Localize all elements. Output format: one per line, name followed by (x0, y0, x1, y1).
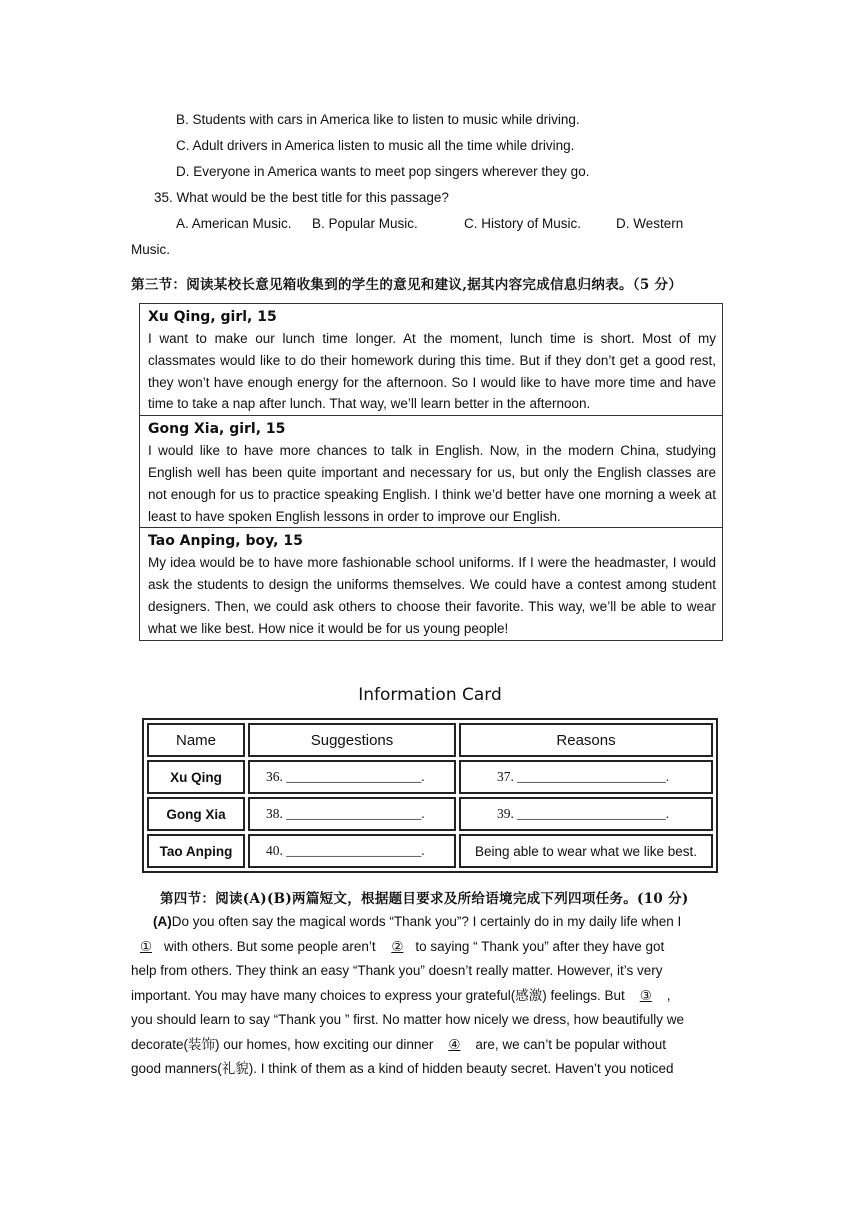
table-row (147, 760, 713, 794)
q35-option-b: B. Popular Music. (312, 216, 418, 231)
passage-text: , (666, 987, 671, 1003)
header-name: Name (147, 723, 245, 757)
table-row (147, 834, 713, 868)
passage-line (131, 1033, 731, 1058)
letter-xu-qing (140, 304, 722, 416)
header-suggestions: Suggestions (248, 723, 456, 757)
letter-body: My idea would be to have more fashionable school uniforms. If I were the headmaster, I would ask the students to design the uniforms themselves. We could have a contest among student designers. Then, we could ask others to choose their favorite. This way, we’ll be able to wear what we like best. How nice it would be for us young people! (148, 555, 716, 636)
blank-4[interactable]: ④ (448, 1036, 461, 1052)
q35-option-d-wrap: Music. (131, 242, 171, 257)
row-name: Gong Xia (147, 797, 245, 831)
information-card-title: Information Card (358, 685, 502, 705)
passage-line: help from others. They think an easy “Thank you” doesn’t really matter. However, it’s very (131, 963, 663, 978)
letter-header: Tao Anping, boy, 15 (148, 533, 303, 550)
option-d-line: D. Everyone in America wants to meet pop singers wherever they go. (176, 164, 590, 179)
option-c-line: C. Adult drivers in America listen to music all the time while driving. (176, 138, 575, 153)
blank-3[interactable]: ③ (639, 987, 652, 1003)
q35-option-d: D. Western (616, 216, 684, 231)
blank-40[interactable]: 40. ____________________. (248, 834, 456, 868)
blank-2[interactable]: ② (391, 938, 404, 954)
passage-line (131, 910, 731, 935)
q35-option-a: A. American Music. (176, 216, 292, 231)
passage-line: good manners(礼貌). I think of them as a kind of hidden beauty secret. Haven’t you noticed (131, 1061, 674, 1076)
passage-text: to saying “ Thank you” after they have got (415, 938, 665, 954)
q35-option-c: C. History of Music. (464, 216, 582, 231)
table-row (147, 797, 713, 831)
letter-gong-xia (140, 416, 722, 528)
letter-tao-anping (140, 528, 722, 639)
passage-text: decorate(装饰) our homes, how exciting our dinner (131, 1036, 434, 1052)
letter-body: I would like to have more chances to talk in English. Now, in the modern China, studying English well has been quite important and necessary for us, but only the English classes are not enough for us to practice speaking English. I think we’d better have one morning a week at least to have spoken English lessons in order to improve our English. (148, 443, 716, 524)
row-reason: Being able to wear what we like best. (459, 834, 713, 868)
passage-text: are, we can’t be popular without (475, 1036, 667, 1052)
passage-text: with others. But some people aren’t (164, 938, 376, 954)
blank-36[interactable]: 36. ____________________. (248, 760, 456, 794)
passage-text: important. You may have many choices to express your grateful(感激) feelings. But (131, 987, 625, 1003)
letter-header: Xu Qing, girl, 15 (148, 309, 277, 325)
letter-body: I want to make our lunch time longer. At the moment, lunch time is short. Most of my classmates would like to do their homework during this time. But if they don’t get a good rest, they won’t have enough energy for the afternoon. So I would like to have more time and have time to take a nap after lunch. That way, we’ll learn better in the afternoon. (148, 331, 716, 412)
question-35: 35. What would be the best title for this passage? (154, 190, 449, 205)
passage-line (131, 984, 731, 1009)
suggestion-letters-box (139, 303, 723, 641)
passage-a-label: (A) (153, 914, 172, 929)
information-card-table (142, 718, 718, 873)
blank-38[interactable]: 38. ____________________. (248, 797, 456, 831)
passage-text: Do you often say the magical words “Thank you”? I certainly do in my daily life when I (171, 914, 682, 929)
row-name: Tao Anping (147, 834, 245, 868)
passage-line (131, 935, 731, 960)
option-b-line: B. Students with cars in America like to listen to music while driving. (176, 112, 580, 127)
row-name: Xu Qing (147, 760, 245, 794)
blank-37[interactable]: 37. ______________________. (459, 760, 713, 794)
section-3-title: 第三节：阅读某校长意见箱收集到的学生的意见和建议,据其内容完成信息归纳表。（5 分） (131, 277, 683, 293)
header-reasons: Reasons (459, 723, 713, 757)
table-header-row (147, 723, 713, 757)
blank-1[interactable]: ① (139, 938, 153, 954)
passage-line: you should learn to say “Thank you ” first. No matter how nicely we dress, how beautifully we (131, 1012, 684, 1027)
letter-header: Gong Xia, girl, 15 (148, 421, 286, 438)
section-4-title: 第四节：阅读(A)(B)两篇短文，根据题目要求及所给语境完成下列四项任务。(10 分) (160, 891, 689, 907)
passage-a (131, 910, 731, 1082)
blank-39[interactable]: 39. ______________________. (459, 797, 713, 831)
